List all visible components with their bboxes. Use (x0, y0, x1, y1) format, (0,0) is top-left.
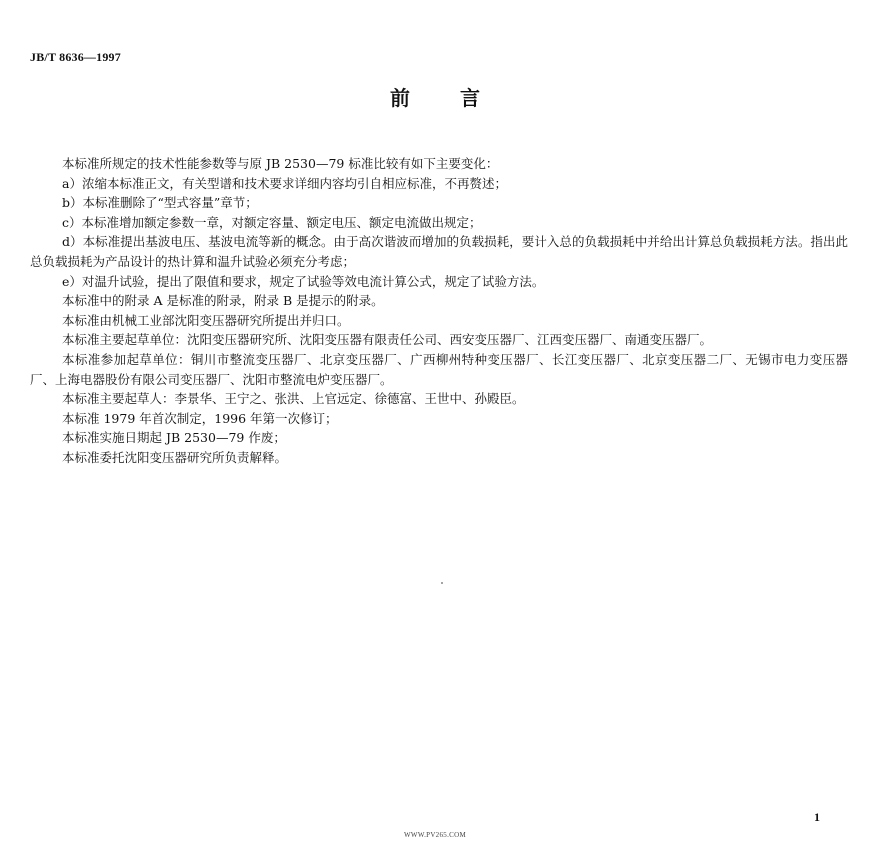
paragraph-interpretation: 本标准委托沈阳变压器研究所负责解释。 (62, 449, 288, 465)
paragraph-main-authors: 本标准主要起草人：李景华、王宁之、张洪、上官远定、徐德富、王世中、孙殿臣。 (62, 391, 525, 407)
scan-speck (441, 582, 443, 584)
paragraph-intro: 本标准所规定的技术性能参数等与原 JB 2530—79 标准比较有如下主要变化： (62, 156, 499, 171)
foreword-body (30, 154, 848, 468)
standard-code: JB/T 8636—1997 (30, 50, 121, 64)
page-title (0, 82, 870, 111)
paragraph-change-d: d）本标准提出基波电压、基波电流等新的概念。由于高次谐波而增加的负载损耗，要计入总的负载损耗中并给出计算总负载损耗方法。指出此总负载损耗为产品设计的热计算和温升试验必须充分考虑； (30, 234, 848, 269)
paragraph-participating-drafters: 本标准参加起草单位：铜川市整流变压器厂、北京变压器厂、广西柳州特种变压器厂、长江变压器厂、北京变压器二厂、无锡市电力变压器厂、上海电器股份有限公司变压器厂、沈阳市整流电炉变压器厂。 (30, 351, 848, 387)
paragraph-change-c: c）本标准增加额定参数一章，对额定容量、额定电压、额定电流做出规定； (62, 214, 482, 230)
page-number: 1 (814, 810, 820, 824)
paragraph-change-a: a）浓缩本标准正文，有关型谱和技术要求详细内容均引自相应标准，不再赘述； (62, 175, 507, 191)
page-title-part-1: 前 (390, 86, 410, 110)
paragraph-change-b: b）本标准删除了“型式容量”章节； (62, 195, 258, 211)
paragraph-main-drafters: 本标准主要起草单位：沈阳变压器研究所、沈阳变压器有限责任公司、西安变压器厂、江西变压器厂、南通变压器厂。 (62, 332, 713, 348)
watermark-text: WWW.PV265.COM (404, 831, 466, 839)
paragraph-change-e: e）对温升试验，提出了限值和要求，规定了试验等效电流计算公式，规定了试验方法。 (62, 273, 545, 289)
paragraph-proposer: 本标准由机械工业部沈阳变压器研究所提出并归口。 (62, 312, 350, 328)
paragraph-appendix: 本标准中的附录 A 是标准的附录，附录 B 是提示的附录。 (62, 293, 384, 309)
paragraph-supersedes: 本标准实施日期起 JB 2530—79 作废； (62, 430, 286, 446)
paragraph-history: 本标准 1979 年首次制定，1996 年第一次修订； (62, 410, 338, 426)
page-title-part-2: 言 (460, 86, 480, 110)
